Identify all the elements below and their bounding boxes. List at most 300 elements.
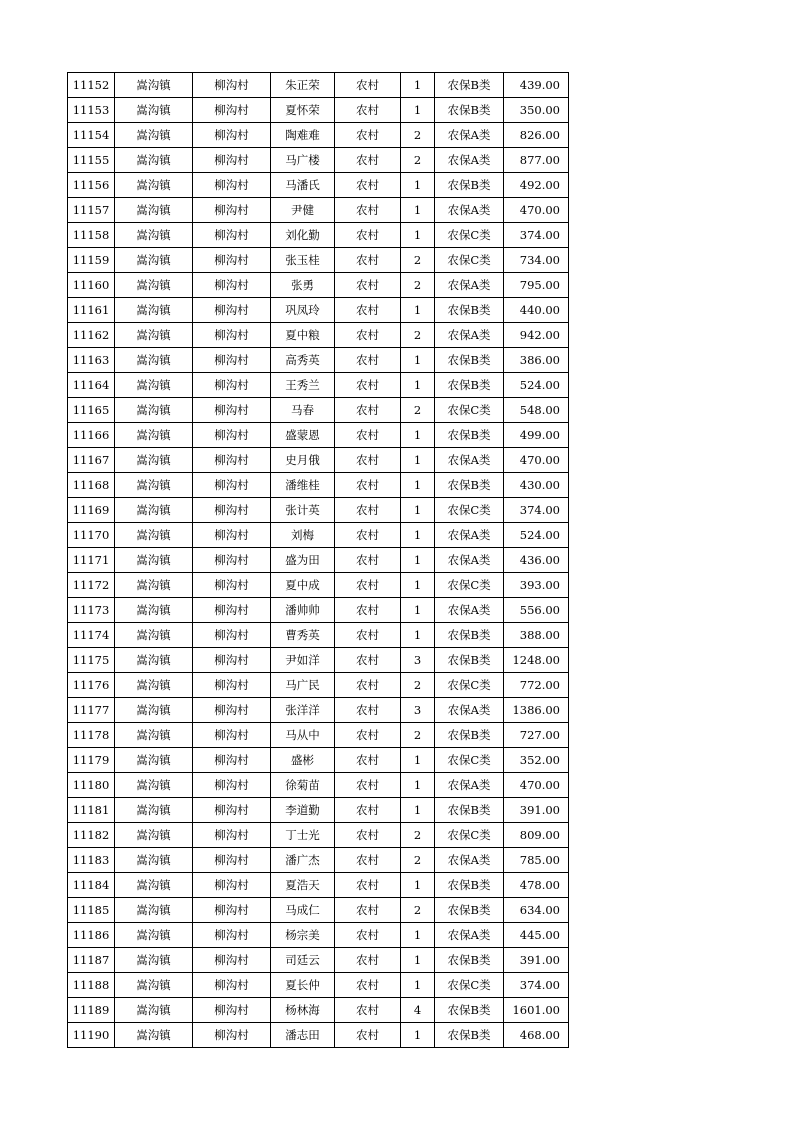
amount-cell: 439.00: [504, 73, 569, 98]
town-cell: 嵩沟镇: [115, 98, 193, 123]
amount-cell: 548.00: [504, 398, 569, 423]
name-cell: 杨林海: [271, 998, 335, 1023]
table-row: [68, 773, 569, 798]
record-id-cell: 11160: [68, 273, 115, 298]
record-id-cell: 11154: [68, 123, 115, 148]
insurance-category-cell: 农保C类: [435, 823, 504, 848]
household-type-cell: 农村: [335, 148, 401, 173]
insurance-category-cell: 农保B类: [435, 798, 504, 823]
insurance-category-cell: 农保B类: [435, 648, 504, 673]
record-id-cell: 11174: [68, 623, 115, 648]
village-cell: 柳沟村: [193, 973, 271, 998]
town-cell: 嵩沟镇: [115, 948, 193, 973]
amount-cell: 352.00: [504, 748, 569, 773]
village-cell: 柳沟村: [193, 448, 271, 473]
record-id-cell: 11180: [68, 773, 115, 798]
household-type-cell: 农村: [335, 523, 401, 548]
person-count-cell: 1: [401, 1023, 435, 1048]
village-cell: 柳沟村: [193, 698, 271, 723]
town-cell: 嵩沟镇: [115, 998, 193, 1023]
record-id-cell: 11177: [68, 698, 115, 723]
record-id-cell: 11183: [68, 848, 115, 873]
table-row: [68, 298, 569, 323]
name-cell: 张勇: [271, 273, 335, 298]
household-type-cell: 农村: [335, 223, 401, 248]
village-cell: 柳沟村: [193, 548, 271, 573]
table-row: [68, 223, 569, 248]
household-type-cell: 农村: [335, 798, 401, 823]
insurance-category-cell: 农保B类: [435, 348, 504, 373]
table-row: [68, 973, 569, 998]
village-cell: 柳沟村: [193, 748, 271, 773]
village-cell: 柳沟村: [193, 998, 271, 1023]
amount-cell: 524.00: [504, 373, 569, 398]
name-cell: 马潘氏: [271, 173, 335, 198]
town-cell: 嵩沟镇: [115, 223, 193, 248]
village-cell: 柳沟村: [193, 948, 271, 973]
household-type-cell: 农村: [335, 1023, 401, 1048]
name-cell: 王秀兰: [271, 373, 335, 398]
name-cell: 刘化勤: [271, 223, 335, 248]
table-row: [68, 598, 569, 623]
record-id-cell: 11186: [68, 923, 115, 948]
insurance-category-cell: 农保A类: [435, 448, 504, 473]
person-count-cell: 1: [401, 198, 435, 223]
village-cell: 柳沟村: [193, 248, 271, 273]
insurance-category-cell: 农保B类: [435, 298, 504, 323]
town-cell: 嵩沟镇: [115, 573, 193, 598]
amount-cell: 430.00: [504, 473, 569, 498]
person-count-cell: 1: [401, 548, 435, 573]
village-cell: 柳沟村: [193, 873, 271, 898]
name-cell: 夏长仲: [271, 973, 335, 998]
record-id-cell: 11171: [68, 548, 115, 573]
table-row: [68, 73, 569, 98]
town-cell: 嵩沟镇: [115, 673, 193, 698]
town-cell: 嵩沟镇: [115, 798, 193, 823]
name-cell: 杨宗美: [271, 923, 335, 948]
household-type-cell: 农村: [335, 273, 401, 298]
town-cell: 嵩沟镇: [115, 473, 193, 498]
insurance-category-cell: 农保A类: [435, 923, 504, 948]
person-count-cell: 4: [401, 998, 435, 1023]
person-count-cell: 1: [401, 623, 435, 648]
record-id-cell: 11157: [68, 198, 115, 223]
name-cell: 徐菊苗: [271, 773, 335, 798]
table-row: [68, 398, 569, 423]
name-cell: 马广民: [271, 673, 335, 698]
town-cell: 嵩沟镇: [115, 198, 193, 223]
insurance-category-cell: 农保C类: [435, 223, 504, 248]
insurance-category-cell: 农保B类: [435, 1023, 504, 1048]
table-row: [68, 723, 569, 748]
name-cell: 夏中成: [271, 573, 335, 598]
village-cell: 柳沟村: [193, 798, 271, 823]
amount-cell: 634.00: [504, 898, 569, 923]
person-count-cell: 1: [401, 748, 435, 773]
record-id-cell: 11178: [68, 723, 115, 748]
village-cell: 柳沟村: [193, 673, 271, 698]
insurance-category-cell: 农保C类: [435, 573, 504, 598]
household-type-cell: 农村: [335, 773, 401, 798]
town-cell: 嵩沟镇: [115, 973, 193, 998]
table-row: [68, 648, 569, 673]
amount-cell: 1248.00: [504, 648, 569, 673]
amount-cell: 391.00: [504, 798, 569, 823]
insurance-category-cell: 农保B类: [435, 623, 504, 648]
record-id-cell: 11187: [68, 948, 115, 973]
village-cell: 柳沟村: [193, 173, 271, 198]
person-count-cell: 2: [401, 323, 435, 348]
table-row: [68, 98, 569, 123]
table-row: [68, 573, 569, 598]
town-cell: 嵩沟镇: [115, 723, 193, 748]
insurance-category-cell: 农保C类: [435, 498, 504, 523]
household-type-cell: 农村: [335, 923, 401, 948]
amount-cell: 436.00: [504, 548, 569, 573]
town-cell: 嵩沟镇: [115, 423, 193, 448]
town-cell: 嵩沟镇: [115, 823, 193, 848]
table-row: [68, 473, 569, 498]
household-type-cell: 农村: [335, 473, 401, 498]
household-type-cell: 农村: [335, 448, 401, 473]
town-cell: 嵩沟镇: [115, 748, 193, 773]
person-count-cell: 2: [401, 398, 435, 423]
village-cell: 柳沟村: [193, 98, 271, 123]
table-row: [68, 923, 569, 948]
insurance-category-cell: 农保A类: [435, 523, 504, 548]
insurance-category-cell: 农保B类: [435, 423, 504, 448]
town-cell: 嵩沟镇: [115, 623, 193, 648]
amount-cell: 492.00: [504, 173, 569, 198]
village-cell: 柳沟村: [193, 848, 271, 873]
name-cell: 夏浩天: [271, 873, 335, 898]
insurance-category-cell: 农保B类: [435, 998, 504, 1023]
amount-cell: 826.00: [504, 123, 569, 148]
town-cell: 嵩沟镇: [115, 248, 193, 273]
town-cell: 嵩沟镇: [115, 323, 193, 348]
insurance-category-cell: 农保C类: [435, 398, 504, 423]
record-id-cell: 11163: [68, 348, 115, 373]
amount-cell: 470.00: [504, 448, 569, 473]
person-count-cell: 3: [401, 698, 435, 723]
person-count-cell: 1: [401, 73, 435, 98]
table-row: [68, 323, 569, 348]
household-type-cell: 农村: [335, 648, 401, 673]
amount-cell: 1386.00: [504, 698, 569, 723]
person-count-cell: 1: [401, 573, 435, 598]
name-cell: 盛蒙恩: [271, 423, 335, 448]
amount-cell: 374.00: [504, 223, 569, 248]
village-cell: 柳沟村: [193, 623, 271, 648]
person-count-cell: 1: [401, 523, 435, 548]
amount-cell: 468.00: [504, 1023, 569, 1048]
household-type-cell: 农村: [335, 73, 401, 98]
name-cell: 陶难难: [271, 123, 335, 148]
name-cell: 高秀英: [271, 348, 335, 373]
table-row: [68, 373, 569, 398]
amount-cell: 470.00: [504, 198, 569, 223]
name-cell: 马广楼: [271, 148, 335, 173]
village-cell: 柳沟村: [193, 598, 271, 623]
town-cell: 嵩沟镇: [115, 148, 193, 173]
amount-cell: 393.00: [504, 573, 569, 598]
insurance-category-cell: 农保B类: [435, 473, 504, 498]
town-cell: 嵩沟镇: [115, 873, 193, 898]
person-count-cell: 1: [401, 473, 435, 498]
village-cell: 柳沟村: [193, 348, 271, 373]
record-id-cell: 11172: [68, 573, 115, 598]
village-cell: 柳沟村: [193, 473, 271, 498]
insurance-category-cell: 农保C类: [435, 248, 504, 273]
village-cell: 柳沟村: [193, 498, 271, 523]
person-count-cell: 1: [401, 973, 435, 998]
insurance-category-cell: 农保A类: [435, 273, 504, 298]
amount-cell: 391.00: [504, 948, 569, 973]
name-cell: 盛彬: [271, 748, 335, 773]
amount-cell: 470.00: [504, 773, 569, 798]
person-count-cell: 2: [401, 123, 435, 148]
household-type-cell: 农村: [335, 323, 401, 348]
amount-cell: 440.00: [504, 298, 569, 323]
name-cell: 刘梅: [271, 523, 335, 548]
town-cell: 嵩沟镇: [115, 548, 193, 573]
household-type-cell: 农村: [335, 848, 401, 873]
person-count-cell: 1: [401, 448, 435, 473]
village-cell: 柳沟村: [193, 148, 271, 173]
person-count-cell: 1: [401, 98, 435, 123]
insurance-category-cell: 农保C类: [435, 673, 504, 698]
household-type-cell: 农村: [335, 348, 401, 373]
record-id-cell: 11162: [68, 323, 115, 348]
town-cell: 嵩沟镇: [115, 348, 193, 373]
table-row: [68, 348, 569, 373]
town-cell: 嵩沟镇: [115, 123, 193, 148]
amount-cell: 809.00: [504, 823, 569, 848]
person-count-cell: 1: [401, 798, 435, 823]
insurance-category-cell: 农保B类: [435, 73, 504, 98]
name-cell: 马从中: [271, 723, 335, 748]
name-cell: 朱正荣: [271, 73, 335, 98]
village-cell: 柳沟村: [193, 73, 271, 98]
village-cell: 柳沟村: [193, 523, 271, 548]
insurance-category-cell: 农保A类: [435, 123, 504, 148]
village-cell: 柳沟村: [193, 723, 271, 748]
household-type-cell: 农村: [335, 248, 401, 273]
household-type-cell: 农村: [335, 373, 401, 398]
table-row: [68, 173, 569, 198]
person-count-cell: 1: [401, 348, 435, 373]
name-cell: 尹如洋: [271, 648, 335, 673]
amount-cell: 374.00: [504, 498, 569, 523]
village-cell: 柳沟村: [193, 923, 271, 948]
record-id-cell: 11170: [68, 523, 115, 548]
record-id-cell: 11188: [68, 973, 115, 998]
name-cell: 夏中粮: [271, 323, 335, 348]
person-count-cell: 2: [401, 273, 435, 298]
record-id-cell: 11153: [68, 98, 115, 123]
amount-cell: 478.00: [504, 873, 569, 898]
table-row: [68, 248, 569, 273]
village-cell: 柳沟村: [193, 773, 271, 798]
household-type-cell: 农村: [335, 123, 401, 148]
name-cell: 盛为田: [271, 548, 335, 573]
insurance-category-cell: 农保B类: [435, 98, 504, 123]
insurance-category-cell: 农保A类: [435, 698, 504, 723]
insurance-category-cell: 农保B类: [435, 723, 504, 748]
household-type-cell: 农村: [335, 973, 401, 998]
table-row: [68, 548, 569, 573]
insurance-category-cell: 农保B类: [435, 873, 504, 898]
insurance-category-cell: 农保A类: [435, 198, 504, 223]
record-id-cell: 11173: [68, 598, 115, 623]
insurance-category-cell: 农保B类: [435, 373, 504, 398]
record-id-cell: 11179: [68, 748, 115, 773]
name-cell: 史月俄: [271, 448, 335, 473]
amount-cell: 556.00: [504, 598, 569, 623]
record-id-cell: 11159: [68, 248, 115, 273]
village-cell: 柳沟村: [193, 223, 271, 248]
village-cell: 柳沟村: [193, 198, 271, 223]
village-cell: 柳沟村: [193, 648, 271, 673]
amount-cell: 877.00: [504, 148, 569, 173]
table-row: [68, 1023, 569, 1048]
amount-cell: 350.00: [504, 98, 569, 123]
amount-cell: 785.00: [504, 848, 569, 873]
household-type-cell: 农村: [335, 723, 401, 748]
household-type-cell: 农村: [335, 898, 401, 923]
town-cell: 嵩沟镇: [115, 173, 193, 198]
record-id-cell: 11185: [68, 898, 115, 923]
insurance-category-cell: 农保A类: [435, 548, 504, 573]
record-id-cell: 11167: [68, 448, 115, 473]
household-type-cell: 农村: [335, 748, 401, 773]
person-count-cell: 1: [401, 773, 435, 798]
person-count-cell: 1: [401, 173, 435, 198]
amount-cell: 499.00: [504, 423, 569, 448]
person-count-cell: 1: [401, 873, 435, 898]
table-row: [68, 998, 569, 1023]
name-cell: 丁士光: [271, 823, 335, 848]
insurance-category-cell: 农保B类: [435, 948, 504, 973]
name-cell: 司廷云: [271, 948, 335, 973]
table-row: [68, 873, 569, 898]
table-row: [68, 498, 569, 523]
record-id-cell: 11176: [68, 673, 115, 698]
table-row: [68, 748, 569, 773]
village-cell: 柳沟村: [193, 298, 271, 323]
person-count-cell: 2: [401, 898, 435, 923]
household-type-cell: 农村: [335, 998, 401, 1023]
table-row: [68, 273, 569, 298]
household-type-cell: 农村: [335, 873, 401, 898]
household-type-cell: 农村: [335, 573, 401, 598]
amount-cell: 734.00: [504, 248, 569, 273]
person-count-cell: 2: [401, 723, 435, 748]
name-cell: 马春: [271, 398, 335, 423]
table-row: [68, 823, 569, 848]
person-count-cell: 2: [401, 823, 435, 848]
household-type-cell: 农村: [335, 498, 401, 523]
insurance-category-cell: 农保B类: [435, 898, 504, 923]
record-id-cell: 11158: [68, 223, 115, 248]
town-cell: 嵩沟镇: [115, 848, 193, 873]
record-id-cell: 11189: [68, 998, 115, 1023]
insurance-category-cell: 农保A类: [435, 323, 504, 348]
village-cell: 柳沟村: [193, 323, 271, 348]
amount-cell: 942.00: [504, 323, 569, 348]
household-type-cell: 农村: [335, 623, 401, 648]
record-id-cell: 11166: [68, 423, 115, 448]
record-id-cell: 11164: [68, 373, 115, 398]
amount-cell: 1601.00: [504, 998, 569, 1023]
record-id-cell: 11182: [68, 823, 115, 848]
table-row: [68, 848, 569, 873]
table-row: [68, 123, 569, 148]
name-cell: 尹健: [271, 198, 335, 223]
village-cell: 柳沟村: [193, 1023, 271, 1048]
person-count-cell: 2: [401, 673, 435, 698]
name-cell: 张玉桂: [271, 248, 335, 273]
town-cell: 嵩沟镇: [115, 498, 193, 523]
name-cell: 张洋洋: [271, 698, 335, 723]
record-id-cell: 11156: [68, 173, 115, 198]
person-count-cell: 1: [401, 498, 435, 523]
person-count-cell: 1: [401, 423, 435, 448]
name-cell: 曹秀英: [271, 623, 335, 648]
table-row: [68, 448, 569, 473]
village-cell: 柳沟村: [193, 423, 271, 448]
household-type-cell: 农村: [335, 98, 401, 123]
record-id-cell: 11155: [68, 148, 115, 173]
person-count-cell: 2: [401, 848, 435, 873]
name-cell: 夏怀荣: [271, 98, 335, 123]
record-id-cell: 11175: [68, 648, 115, 673]
name-cell: 潘维桂: [271, 473, 335, 498]
person-count-cell: 1: [401, 298, 435, 323]
data-table: [67, 72, 569, 1048]
town-cell: 嵩沟镇: [115, 923, 193, 948]
person-count-cell: 1: [401, 923, 435, 948]
name-cell: 李道勤: [271, 798, 335, 823]
person-count-cell: 3: [401, 648, 435, 673]
table-row: [68, 798, 569, 823]
table-row: [68, 523, 569, 548]
household-type-cell: 农村: [335, 398, 401, 423]
village-cell: 柳沟村: [193, 373, 271, 398]
record-id-cell: 11152: [68, 73, 115, 98]
record-id-cell: 11165: [68, 398, 115, 423]
name-cell: 潘帅帅: [271, 598, 335, 623]
household-type-cell: 农村: [335, 823, 401, 848]
village-cell: 柳沟村: [193, 398, 271, 423]
record-id-cell: 11168: [68, 473, 115, 498]
insurance-category-cell: 农保A类: [435, 773, 504, 798]
record-id-cell: 11169: [68, 498, 115, 523]
amount-cell: 727.00: [504, 723, 569, 748]
town-cell: 嵩沟镇: [115, 398, 193, 423]
person-count-cell: 1: [401, 223, 435, 248]
town-cell: 嵩沟镇: [115, 73, 193, 98]
person-count-cell: 1: [401, 598, 435, 623]
table-row: [68, 148, 569, 173]
table-row: [68, 898, 569, 923]
table-body: [68, 73, 569, 1048]
household-type-cell: 农村: [335, 298, 401, 323]
record-id-cell: 11190: [68, 1023, 115, 1048]
town-cell: 嵩沟镇: [115, 598, 193, 623]
town-cell: 嵩沟镇: [115, 1023, 193, 1048]
